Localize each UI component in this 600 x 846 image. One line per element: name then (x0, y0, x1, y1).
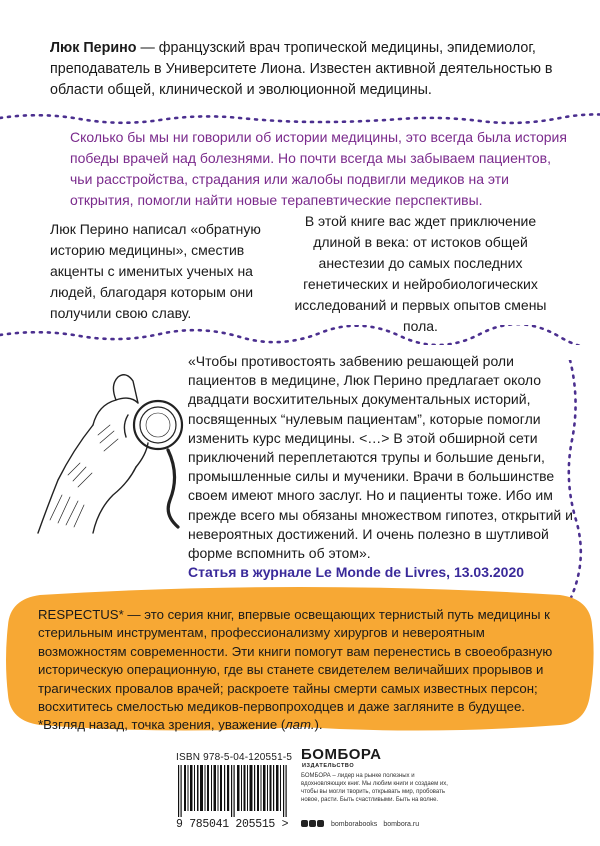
series-description-text: RESPECTUS* — это серия книг, впервые освещающих тернистый путь медицины к стерильным инструментам, профессионализму хирургов и невероятным возможностям современности. Эти книги помогут вам перенестись в своеобразную историческую операционную, где вы станете свидетелем величайших прорывов и трагических провалов врачей; раскроете тайны смерти самых известных персон; восхититесь смелостью медиков-первопроходцев и даже загляните в будущее. (38, 607, 553, 715)
author-name: Люк Перино (50, 40, 137, 56)
telegram-icon (317, 820, 324, 827)
left-column-text: Люк Перино написал «обратную историю медицины», сместив акценты с именитых ученых на людей, благодаря которым они получили свою славу. (50, 221, 261, 321)
series-description (38, 606, 568, 735)
author-bio (50, 38, 560, 101)
barcode-digits: 9 785041 205515 > (176, 818, 289, 831)
review-source: Статья в журнале Le Monde de Livres, 13.03.2020 (188, 564, 525, 581)
publisher-social-links (301, 820, 425, 828)
website-link: bombora.ru (383, 821, 420, 828)
social-handle: bomborabooks (331, 821, 378, 828)
dotted-divider-vertical (560, 360, 590, 600)
publisher-description: БОМБОРА – лидер на рынке полезных и вдохновляющих книг. Мы любим книги и создаем их, чтобы вы могли творить, открывать мир, пробовать новое, расти. Быть счастливыми. Быть на волне. (301, 773, 448, 803)
intro-paragraph: Сколько бы мы ни говорили об истории медицины, это всегда была история победы врачей над болезнями. Но почти всегда мы забываем пациентов, чьи расстройства, страдания или жалобы подвигли медиков на эти открытия, помогли найти новые терапевтические перспективы. (70, 129, 567, 208)
youtube-icon (309, 820, 316, 827)
social-icons (301, 821, 325, 828)
barcode (176, 765, 292, 817)
right-column-text: В этой книге вас ждет приключение длиной в века: от истоков общей анестезии до самых последних генетических и нейробиологических исследований и первых опытов смены пола. (294, 213, 547, 334)
vk-icon (301, 820, 308, 827)
publisher-logo: БОМБОРА (301, 746, 382, 763)
review-quote (188, 352, 573, 582)
series-footnote: *Взгляд назад, точка зрения, уважение (лат.). (38, 717, 323, 733)
publisher-logo-subtitle: ИЗДАТЕЛЬСТВО (302, 763, 355, 769)
hand-stethoscope-illustration (18, 355, 198, 535)
dotted-divider (0, 325, 600, 345)
isbn-label: ISBN 978-5-04-120551-5 (176, 752, 293, 763)
review-quote-text: «Чтобы противостоять забвению решающей роли пациентов в медицине, Люк Перино предлагает около двадцати восхитительных документальных историй, посвященных “нулевым пациентам”, которые помогли изменить курс медицины. <…> В этой обширной сети приключений переплетаются трупы и большие деньги, промышленные силы и мученики. Врачи в большинстве своем имеют много заслуг. Но и пациенты тоже. Ибо им прежде всего мы обязаны множеством гипотез, открытий и невероятных достижений. И очень полезно в шутливой форме вспомнить об этом». (188, 353, 573, 562)
author-bio-text: — французский врач тропической медицины, эпидемиолог, преподаватель в Университете Лиона. Известен активной деятельностью в области общей, клинической и эволюционной медицины. (50, 40, 553, 98)
